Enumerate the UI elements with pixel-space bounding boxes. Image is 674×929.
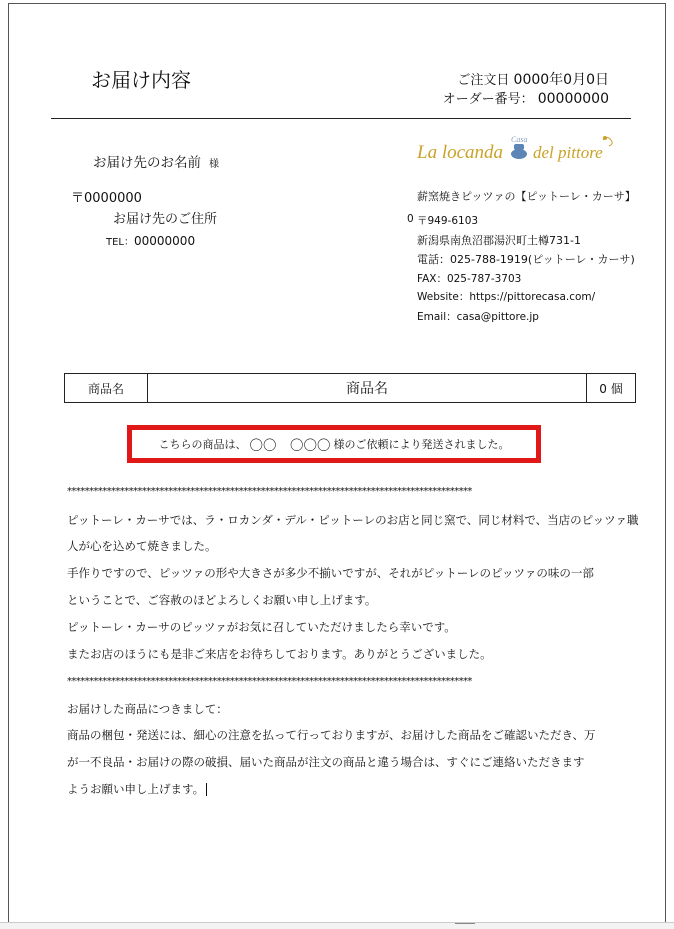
order-date: [457, 71, 609, 90]
shop-website: Website：https://pittorecasa.com/: [417, 291, 596, 303]
order-date-value: 0000年0月0日: [513, 72, 609, 88]
header-divider: [51, 118, 631, 119]
product-name-cell: 商品名: [148, 374, 587, 402]
text-cursor: [206, 783, 207, 796]
product-table: [64, 373, 636, 403]
shop-zip-value: 〒949-6103: [417, 215, 479, 227]
shop-logo: [417, 132, 627, 168]
notice-suffix: 様のご依頼により発送されました。: [333, 438, 510, 451]
note-line: 商品の梱包・発送には、細心の注意を払って行っておりますが、お届けした商品をご確認いただき、万: [67, 728, 596, 742]
note-line: が一不良品・お届けの際の破損、届いた商品が注文の商品と違う場合は、すぐにご連絡いただきます: [67, 755, 585, 769]
recipient-honorific: 様: [209, 159, 219, 170]
logo-pizza-icon: [511, 144, 527, 159]
recipient-tel-value: 00000000: [134, 234, 196, 248]
recipient-tel-label: TEL：: [106, 237, 134, 248]
notice-sender-names: 〇〇 〇〇〇: [249, 438, 331, 454]
separator-stars-bottom: ********************************************************************************************: [67, 676, 472, 687]
notice-prefix: こちらの商品は、: [158, 438, 247, 451]
recipient-address: お届け先のご住所: [113, 212, 218, 227]
shop-name: 薪窯焼きピッツァの【ピットーレ・カーサ】: [417, 190, 636, 203]
message-line: またお店のほうにも是非ご来店をお待ちしております。ありがとうございました。: [67, 647, 492, 661]
message-line: 手作りですので、ピッツァの形や大きさが多少不揃いですが、それがピットーレのピッツァの味の一部: [67, 566, 594, 580]
note-line-text: ようお願い申し上げます。: [67, 782, 205, 796]
shop-phone: 電話：025-788-1919(ピットーレ・カーサ): [417, 253, 635, 266]
message-line: 人が心を込めて焼きました。: [67, 539, 217, 553]
note-heading: お届けした商品につきまして：: [67, 702, 228, 716]
order-number-value: 00000000: [537, 91, 609, 107]
order-date-label: ご注文日: [457, 73, 510, 88]
product-qty-cell: 0 個: [599, 381, 623, 396]
logo-text-2: del pittore: [533, 143, 603, 162]
document-page: [8, 3, 666, 923]
shop-zip: [407, 213, 479, 228]
logo-text-1: La locanda: [417, 142, 504, 163]
shop-address: 新潟県南魚沼郡湯沢町土樽731-1: [417, 234, 581, 247]
separator-stars-top: ********************************************************************************************: [67, 486, 472, 497]
gift-notice-box: [127, 425, 541, 463]
page-title: お届け内容: [91, 68, 191, 92]
message-line: ピットーレ・カーサのピッツァがお気に召していただけましたら幸いです。: [67, 620, 456, 634]
order-number: [443, 90, 609, 109]
product-label-cell: 商品名: [65, 374, 148, 402]
note-line-last[interactable]: [67, 781, 207, 797]
shop-zip-prefix: 0: [407, 213, 414, 225]
shop-fax: FAX：025-787-3703: [417, 273, 522, 285]
recipient-name-text: お届け先のお名前: [93, 155, 201, 171]
ruler-marker: [455, 923, 475, 927]
recipient-zip: 〒0000000: [71, 191, 142, 206]
recipient-name: [93, 151, 219, 171]
recipient-tel: [106, 233, 195, 248]
shop-email: Email：casa@pittore.jp: [417, 311, 539, 323]
order-number-label: オーダー番号：: [442, 92, 534, 107]
message-line: ピットーレ・カーサでは、ラ・ロカンダ・デル・ピットーレのお店と同じ窯で、同じ材料で、当店のピッツァ職: [67, 513, 639, 527]
message-line: ということで、ご容赦のほどよろしくお願い申し上げます。: [67, 593, 377, 607]
logo-casa: Casa: [511, 135, 528, 144]
logo-flourish-icon: [603, 137, 612, 147]
